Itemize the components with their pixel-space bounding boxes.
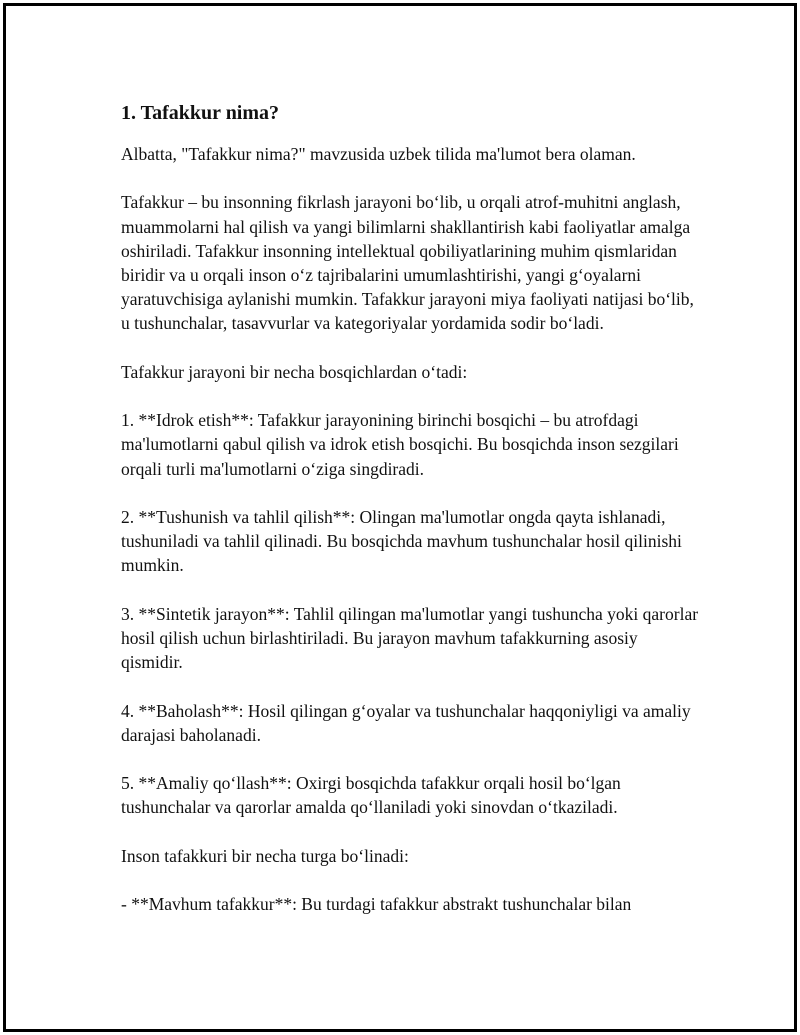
paragraph-gap: [121, 820, 701, 844]
document-title: 1. Tafakkur nima?: [121, 102, 280, 124]
paragraph-gap: [121, 384, 701, 408]
paragraph-gap: [121, 868, 701, 892]
stage-1-paragraph: 1. **Idrok etish**: Tafakkur jarayonining birinchi bosqichi – bu atrofdagi ma'lumotlarni qabul qilish va idrok etish bosqichi. Bu bosqichda inson sezgilari orqali turli ma'lumotlarni o‘ziga singdiradi.: [121, 410, 679, 479]
stage-4-paragraph: 4. **Baholash**: Hosil qilingan g‘oyalar va tushunchalar haqqoniyligi va amaliy darajasi baholanadi.: [121, 700, 691, 745]
paragraph-gap: [121, 481, 701, 505]
paragraph-gap: [121, 166, 701, 190]
paragraph-gap: [121, 674, 701, 698]
paragraph-gap: [121, 578, 701, 602]
intro-paragraph: Albatta, "Tafakkur nima?" mavzusida uzbek tilida ma'lumot bera olaman.: [121, 144, 636, 164]
types-intro-paragraph: Inson tafakkuri bir necha turga bo‘linadi:: [121, 845, 409, 866]
paragraph-gap: [121, 336, 701, 360]
stage-2-paragraph: 2. **Tushunish va tahlil qilish**: Olingan ma'lumotlar ongda qayta ishlanadi, tushuniladi va tahlil qilinadi. Bu bosqichda mavhum tushunchalar hosil qilinishi mumkin.: [121, 506, 682, 576]
document-body: [121, 98, 701, 916]
stages-intro-paragraph: Tafakkur jarayoni bir necha bosqichlardan o‘tadi:: [121, 361, 468, 382]
abstract-thinking-paragraph: - **Mavhum tafakkur**: Bu turdagi tafakkur abstrakt tushunchalar bilan: [121, 894, 632, 915]
stage-5-paragraph: 5. **Amaliy qo‘llash**: Oxirgi bosqichda tafakkur orqali hosil bo‘lgan tushunchalar va qarorlar amalda qo‘llaniladi yoki sinovdan o‘tkaziladi.: [121, 773, 621, 818]
paragraph-gap: [121, 747, 701, 771]
definition-paragraph: Tafakkur – bu insonning fikrlash jarayoni bo‘lib, u orqali atrof-muhitni anglash, muammolarni hal qilish va yangi bilimlarni shakllantirish kabi faoliyatlar amalga oshiriladi. Tafakkur insonning intellektual qobiliyatlarining muhim qismlaridan biridir va u orqali inson o‘z tajribalarini umumlashtirishi, yangi g‘oyalarni yaratuvchisiga aylanishi mumkin. Tafakkur jarayoni miya faoliyati natijasi bo‘lib, u tushunchalar, tasavvurlar va kategoriyalar yordamida sodir bo‘ladi.: [121, 192, 694, 334]
stage-3-paragraph: 3. **Sintetik jarayon**: Tahlil qilingan ma'lumotlar yangi tushuncha yoki qarorlar hosil qilish uchun birlashtiriladi. Bu jarayon mavhum tafakkurning asosiy qismidir.: [121, 603, 699, 673]
page-frame: [3, 3, 797, 1032]
